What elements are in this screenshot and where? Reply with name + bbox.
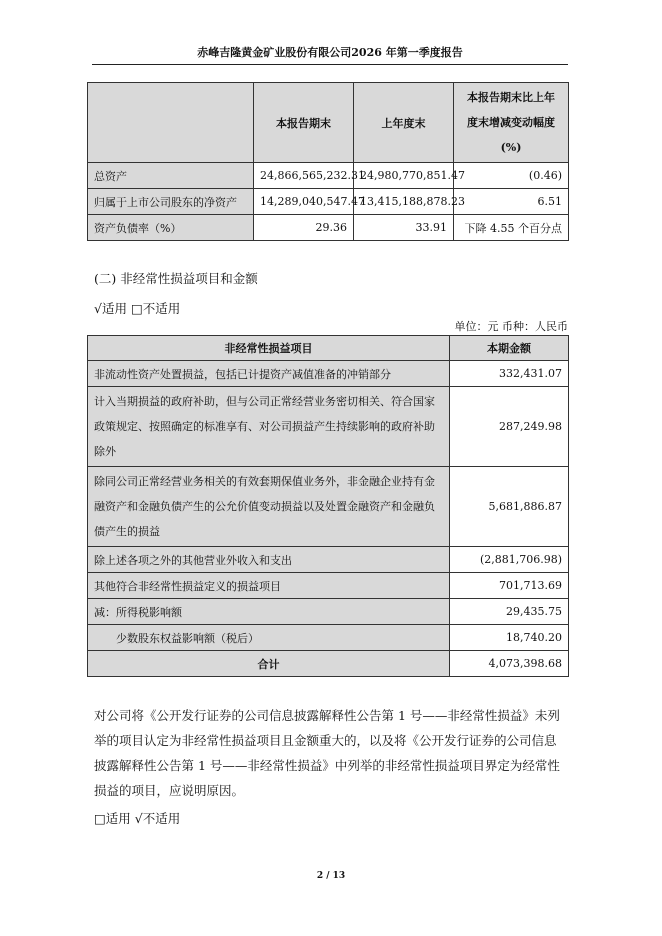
- current-value: 14,289,040,547.47: [254, 189, 354, 215]
- col-change-header: [454, 83, 569, 163]
- table-row: [88, 361, 569, 387]
- unit-label: 单位：元 币种：人民币: [454, 320, 568, 333]
- item-amount: 5,681,886.87: [450, 467, 569, 547]
- item-label: 少数股东权益影响额（税后）: [88, 625, 450, 651]
- item-label: 除上述各项之外的其他营业外收入和支出: [88, 547, 450, 573]
- table-row: [88, 163, 569, 189]
- table1-corner: [88, 83, 254, 163]
- table-row: [88, 215, 569, 241]
- non-recurring-table: [87, 335, 569, 677]
- report-header: 赤峰吉隆黄金矿业股份有限公司2026 年第一季度报告: [92, 44, 568, 65]
- change-value: 下降 4.55 个百分点: [454, 215, 569, 241]
- change-value: 6.51: [454, 189, 569, 215]
- total-label: 合计: [88, 651, 450, 677]
- current-value: 24,866,565,232.31: [254, 163, 354, 189]
- item-label: 减：所得税影响额: [88, 599, 450, 625]
- item-amount: (2,881,706.98): [450, 547, 569, 573]
- balance-table: [87, 82, 569, 241]
- col-change-line3: (%): [500, 141, 522, 154]
- item-label: 非流动性资产处置损益，包括已计提资产减值准备的冲销部分: [88, 361, 450, 387]
- row-label: 归属于上市公司股东的净资产: [88, 189, 254, 215]
- total-amount: 4,073,398.68: [450, 651, 569, 677]
- row-label: 总资产: [88, 163, 254, 189]
- col-current-header: 本报告期末: [254, 83, 354, 163]
- current-value: 29.36: [254, 215, 354, 241]
- col-change-line1: 本报告期末比上年: [467, 91, 555, 104]
- explanation-paragraph: 对公司将《公开发行证券的公司信息披露解释性公告第 1 号——非经常性损益》未列举的项目认定为非经常性损益项目且金额重大的，以及将《公开发行证券的公司信息披露解释性公告第 1 号——非经常性损益》中列举的非经常性损益项目界定为经常性损益的项目，应说明原因。: [94, 708, 560, 798]
- prior-value: 24,980,770,851.47: [354, 163, 454, 189]
- col-prior-header: 上年度末: [354, 83, 454, 163]
- change-value: (0.46): [454, 163, 569, 189]
- item-amount: 332,431.07: [450, 361, 569, 387]
- item-amount: 287,249.98: [450, 387, 569, 467]
- table-row: [88, 547, 569, 573]
- table-row: [88, 467, 569, 547]
- table-row: [88, 625, 569, 651]
- item-amount: 29,435.75: [450, 599, 569, 625]
- table-row: [88, 387, 569, 467]
- item-label: 其他符合非经常性损益定义的损益项目: [88, 573, 450, 599]
- item-amount: 18,740.20: [450, 625, 569, 651]
- prior-value: 13,415,188,878.23: [354, 189, 454, 215]
- total-row: [88, 651, 569, 677]
- item-label: 计入当期损益的政府补助，但与公司正常经营业务密切相关、符合国家政策规定、按照确定的标准享有、对公司损益产生持续影响的政府补助除外: [88, 387, 450, 467]
- item-label: 除同公司正常经营业务相关的有效套期保值业务外，非金融企业持有金融资产和金融负债产生的公允价值变动损益以及处置金融资产和金融负债产生的损益: [88, 467, 450, 547]
- row-label: 资产负债率（%）: [88, 215, 254, 241]
- applicable-checkbox-2: □适用 √不适用: [94, 811, 181, 826]
- applicable-checkbox: √适用 □不适用: [94, 301, 181, 316]
- col-item-header: 非经常性损益项目: [88, 336, 450, 361]
- table-row: [88, 573, 569, 599]
- item-amount: 701,713.69: [450, 573, 569, 599]
- table-row: [88, 599, 569, 625]
- col-amount-header: 本期金额: [450, 336, 569, 361]
- page-number: 2 / 13: [316, 871, 346, 881]
- prior-value: 33.91: [354, 215, 454, 241]
- table-row: [88, 189, 569, 215]
- section-title: (二) 非经常性损益项目和金额: [94, 271, 258, 286]
- col-change-line2: 度末增减变动幅度: [467, 116, 555, 129]
